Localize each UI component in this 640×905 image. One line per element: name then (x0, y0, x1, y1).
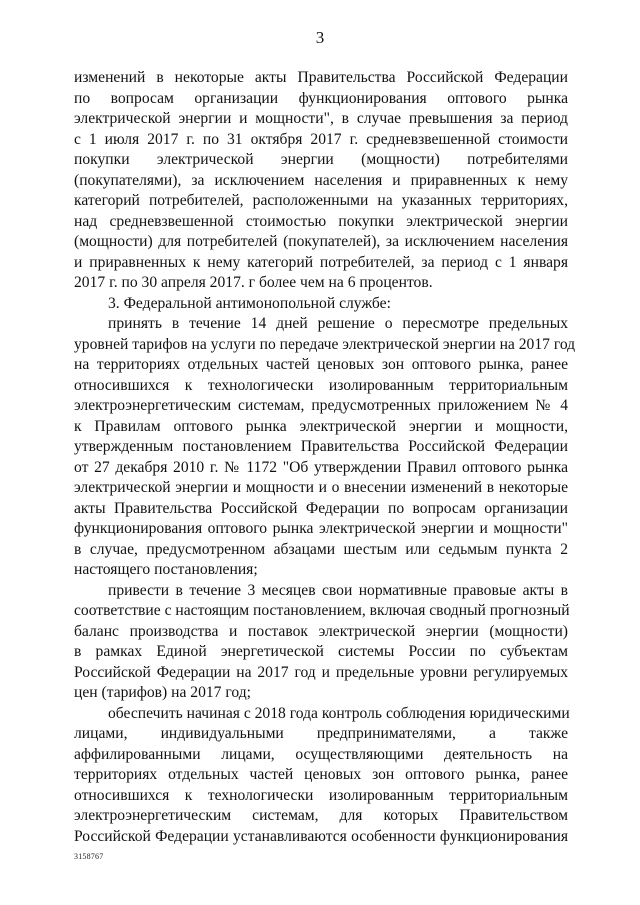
text-line: аффилированными лицами, осуществляющими деятельность на (74, 745, 568, 763)
text-line: принять в течение 14 дней решение о пересмотре предельных (108, 315, 568, 332)
text-line: на территориях отдельных частей ценовых зон оптового рынка, ранее (74, 356, 568, 373)
text-line: электроэнергетическим системам, предусмотренных приложением № 4 (74, 397, 568, 414)
text-line: изменений в некоторые акты Правительства Российской Федерации (74, 69, 568, 86)
text-line: и приравненных к нему категорий потребителей, за период с 1 января (74, 253, 568, 271)
text-line: цен (тарифов) на 2017 год; (74, 684, 251, 701)
text-line: категорий потребителей, расположенными на указанных территориях, (74, 192, 568, 209)
text-line: акты Правительства Российской Федерации по вопросам организации (74, 499, 568, 517)
text-line: функционирования оптового рынка электрической энергии и мощности" (74, 520, 568, 537)
text-line: привести в течение 3 месяцев свои нормативные правовые акты в (108, 581, 568, 599)
text-line: 3. Федеральной антимонопольной службе: (108, 294, 391, 312)
text-line: относившихся к технологически изолированным территориальным (74, 786, 568, 804)
text-line: электрической энергии и мощности", в случае превышения за период (74, 110, 568, 127)
text-line: обеспечить начиная с 2018 года контроль соблюдения юридическими (108, 704, 570, 722)
text-line: утвержденным постановлением Правительства Российской Федерации (74, 438, 568, 455)
text-line: соответствие с настоящим постановлением, включая сводный прогнозный (74, 602, 570, 619)
page-number: 3 (315, 28, 325, 47)
text-line: в рамках Единой энергетической системы России по субъектам (74, 643, 568, 660)
text-line: с 1 июля 2017 г. по 31 октября 2017 г. средневзвешенной стоимости (74, 130, 568, 148)
text-line: от 27 декабря 2010 г. № 1172 "Об утверждении Правил оптового рынка (74, 458, 568, 476)
text-line: электрической энергии и мощности и о внесении изменений в некоторые (74, 479, 568, 496)
text-line: (покупателями), за исключением населения и приравненных к нему (74, 171, 568, 189)
text-line: в случае, предусмотренном абзацами шестым или седьмым пункта 2 (74, 540, 568, 558)
text-line: территориях отдельных частей ценовых зон оптового рынка, ранее (74, 766, 568, 783)
text-line: Российской Федерации на 2017 год и предельные уровни регулируемых (74, 663, 568, 681)
text-line: к Правилам оптового рынка электрической энергии и мощности, (74, 417, 568, 435)
text-line: электроэнергетическим системам, для которых Правительством (74, 807, 568, 824)
text-line: баланс производства и поставок электрической энергии (мощности) (74, 622, 568, 640)
text-line: покупки электрической энергии (мощности) потребителями (74, 151, 568, 168)
text-line: относившихся к технологически изолированным территориальным (74, 376, 568, 394)
text-line: над средневзвешенной стоимостью покупки электрической энергии (74, 212, 568, 230)
document-code: 3158767 (74, 852, 104, 861)
text-line: Российской Федерации устанавливаются особенности функционирования (74, 827, 568, 845)
text-line: лицами, индивидуальными предпринимателями, а также (74, 725, 568, 742)
text-line: уровней тарифов на услуги по передаче электрической энергии на 2017 год (74, 335, 576, 353)
text-line: 2017 г. по 30 апреля 2017. г более чем на 6 процентов. (74, 274, 433, 291)
text-line: (мощности) для потребителей (покупателей), за исключением населения (74, 233, 568, 250)
document-body (74, 68, 576, 847)
text-line: по вопросам организации функционирования оптового рынка (74, 89, 568, 107)
text-line: настоящего постановления; (74, 561, 258, 578)
